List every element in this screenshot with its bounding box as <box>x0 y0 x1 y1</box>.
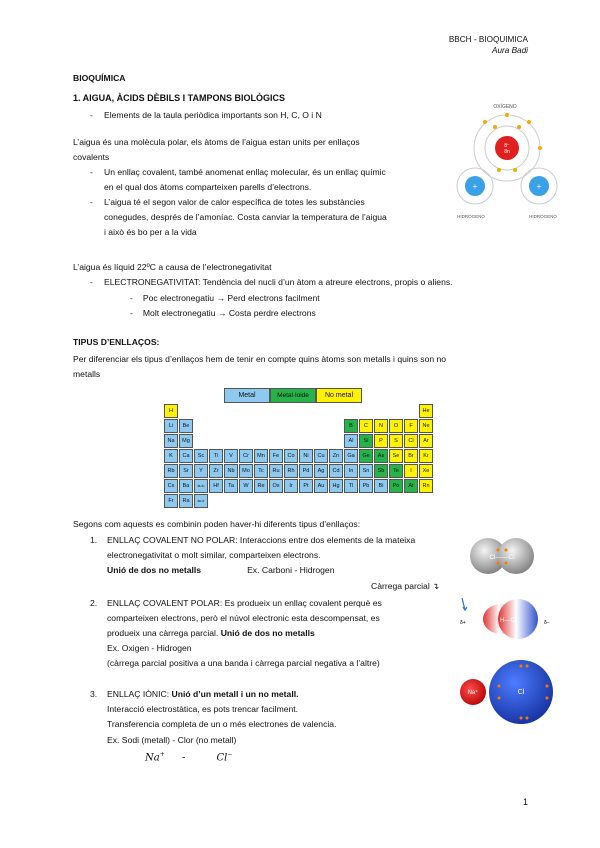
element-ge: Ge <box>359 449 373 463</box>
water-molecule-diagram <box>447 100 567 225</box>
svg-text:Cl: Cl <box>517 689 525 696</box>
ionic-molecule-illustration <box>455 656 555 728</box>
page-number: 1 <box>522 797 528 807</box>
element-ne: Ne <box>419 419 433 433</box>
list-item-cont: en el qual dos àtoms comparteixen parells d’electrons. <box>104 182 312 192</box>
element-n: N <box>374 419 388 433</box>
svg-text:Cl——Cl: Cl——Cl <box>489 554 515 561</box>
element-y: Y <box>194 464 208 478</box>
element-ti: Ti <box>209 449 223 463</box>
element-cl: Cl <box>404 434 418 448</box>
bond-line: Transferencia completa de un o més electrones de valencia. <box>107 719 337 729</box>
element-i: I <box>404 464 418 478</box>
hydrogen-right-label: HIDRÓGENO <box>529 214 557 219</box>
element-hg: Hg <box>329 479 343 493</box>
element-rb: Rb <box>164 464 178 478</box>
bond-line: (càrrega parcial positiva a una banda i càrrega parcial negativa a l’altre) <box>107 658 380 668</box>
element-h: H <box>164 404 178 418</box>
bond-line: Interacció electrostàtica, es pots trencar facilment. <box>107 704 299 714</box>
element-ag: Ag <box>314 464 328 478</box>
section2-heading: TIPUS D’ENLLAÇOS: <box>73 337 160 347</box>
list-item-cont: conegudes, després de l’amoníac. Costa canviar la temperatura de l’aigua <box>104 212 387 222</box>
element-ta: Ta <box>224 479 238 493</box>
sub-list-item: - Molt electronegatiu → Costa perdre electrons <box>130 308 316 318</box>
element-hf: Hf <box>209 479 223 493</box>
element-k: K <box>164 449 178 463</box>
svg-text:Na⁺: Na⁺ <box>467 690 479 696</box>
legend-nonmetal: No metal <box>316 388 362 403</box>
element-sr: Sr <box>179 464 193 478</box>
element-v: V <box>224 449 238 463</box>
element-s: S <box>389 434 403 448</box>
element-mo: Mo <box>239 464 253 478</box>
element-ba: Ba <box>179 479 193 493</box>
element-pd: Pd <box>299 464 313 478</box>
element-cd: Cd <box>329 464 343 478</box>
element-ni: Ni <box>299 449 313 463</box>
list-number: 2. <box>90 598 98 608</box>
element-ar: Ar <box>419 434 433 448</box>
element-in: In <box>344 464 358 478</box>
element-sb: Sb <box>374 464 388 478</box>
bond-line: Ex. Oxigen - Hidrogen <box>107 643 192 653</box>
element-ra: Ra <box>179 494 193 508</box>
element-w: W <box>239 479 253 493</box>
element-ga: Ga <box>344 449 358 463</box>
paragraph-line: L’aigua és una molècula polar, els àtoms de l’aigua estan units per enllaços <box>73 137 360 147</box>
page-header <box>449 34 528 56</box>
section1-heading: 1. AIGUA, ÀCIDS DÈBILS I TAMPONS BIOLÒGICS <box>73 93 286 103</box>
element-tc: Tc <box>254 464 268 478</box>
paragraph-line: L’aigua és líquid 22ºC a causa de l’electronegativitat <box>73 262 272 272</box>
element-c: C <box>359 419 373 433</box>
paragraph-line: Segons com aquests es combinin poden haver-hi diferents tipus d’enllaços: <box>73 519 361 529</box>
element-la-lu: la-lu <box>194 479 208 493</box>
paragraph-line: covalents <box>73 152 110 162</box>
element-au: Au <box>314 479 328 493</box>
hydrogen-left-label: HIDRÓGENO <box>457 214 485 219</box>
element-cr: Cr <box>239 449 253 463</box>
element-re: Re <box>254 479 268 493</box>
document-title: BIOQUÍMICA <box>73 73 126 83</box>
polar-molecule-illustration <box>456 594 556 644</box>
bond-line: Ex. Sodi (metall) - Clor (no metall) <box>107 735 237 745</box>
nonpolar-molecule-illustration <box>468 536 536 576</box>
element-zr: Zr <box>209 464 223 478</box>
element-mn: Mn <box>254 449 268 463</box>
element-cs: Cs <box>164 479 178 493</box>
element-os: Os <box>269 479 283 493</box>
course-title: BBCH - BIOQUIMICA <box>448 35 528 44</box>
element-ac-lr: ac-lr <box>194 494 208 508</box>
svg-text:+: + <box>536 182 542 191</box>
element-as: As <box>374 449 388 463</box>
paragraph-line: Per diferenciar els tipus d’enllaços hem de tenir en compte quins àtoms son metalls i quins son no <box>73 354 447 364</box>
element-pt: Pt <box>299 479 313 493</box>
element-si: Si <box>359 434 373 448</box>
element-cu: Cu <box>314 449 328 463</box>
element-tl: Tl <box>344 479 358 493</box>
element-ir: Ir <box>284 479 298 493</box>
legend-metal: Metal <box>224 388 270 403</box>
svg-text:δ+: δ+ <box>460 620 466 626</box>
svg-text:+: + <box>472 182 478 191</box>
author-name: Aura Badi <box>492 46 528 56</box>
partial-charge-note: Càrrega parcial ↴ <box>371 581 440 591</box>
element-o: O <box>389 419 403 433</box>
bond-line: comparteixen electrons, però el núvol electronic esta descompensat, es <box>107 613 380 623</box>
legend-metaloid: Metal·loide <box>270 388 316 403</box>
element-nb: Nb <box>224 464 238 478</box>
list-item: - Un enllaç covalent, també anomenat enllaç molecular, és un enllaç químic <box>90 167 386 177</box>
list-item: - Elements de la taula periòdica importants son H, C, O i N <box>90 110 322 120</box>
svg-text:8⁻: 8⁻ <box>504 143 510 149</box>
element-ca: Ca <box>179 449 193 463</box>
svg-text:8n: 8n <box>504 149 510 155</box>
element-te: Te <box>389 464 403 478</box>
element-fr: Fr <box>164 494 178 508</box>
oxygen-label: OXÍGENO <box>493 104 517 110</box>
element-f: F <box>404 419 418 433</box>
svg-text:H—Cl: H—Cl <box>500 618 516 624</box>
element-br: Br <box>404 449 418 463</box>
element-pb: Pb <box>359 479 373 493</box>
element-be: Be <box>179 419 193 433</box>
bond-line: ENLLAÇ IÒNIC: Unió d’un metall i un no metall. <box>107 689 299 699</box>
element-na: Na <box>164 434 178 448</box>
element-rn: Rn <box>419 479 433 493</box>
element-ru: Ru <box>269 464 283 478</box>
bond-line: electronegativitat o molt similar, comparteixen electrons. <box>107 550 321 560</box>
element-at: At <box>404 479 418 493</box>
element-sc: Sc <box>194 449 208 463</box>
element-sn: Sn <box>359 464 373 478</box>
ionic-formula: Na+ - Cl− <box>145 751 233 764</box>
element-po: Po <box>389 479 403 493</box>
element-co: Co <box>284 449 298 463</box>
element-fe: Fe <box>269 449 283 463</box>
element-b: B <box>344 419 358 433</box>
element-se: Se <box>389 449 403 463</box>
periodic-table <box>164 404 436 508</box>
element-xe: Xe <box>419 464 433 478</box>
paragraph-line: metalls <box>73 369 101 379</box>
list-number: 1. <box>90 535 98 545</box>
list-item: - L’aigua té el segon valor de calor específica de totes les substàncies <box>90 197 365 207</box>
bond-line: ENLLAÇ COVALENT NO POLAR: Interaccions entre dos elements de la mateixa <box>107 535 416 545</box>
element-he: He <box>419 404 433 418</box>
element-mg: Mg <box>179 434 193 448</box>
list-number: 3. <box>90 689 98 699</box>
bond-line: Unió de dos no metalls Ex. Carboni - Hidrogen <box>107 565 335 575</box>
element-li: Li <box>164 419 178 433</box>
list-item-cont: i això és bo per a la vida <box>104 227 197 237</box>
sub-list-item: - Poc electronegatiu → Perd electrons facilment <box>130 293 320 303</box>
element-zn: Zn <box>329 449 343 463</box>
svg-text:δ−: δ− <box>544 620 550 626</box>
element-kr: Kr <box>419 449 433 463</box>
bond-line: produeix una càrrega parcial. Unió de dos no metalls <box>107 628 315 638</box>
bond-line: ENLLAÇ COVALENT POLAR: Es produeix un enllaç covalent perquè es <box>107 598 382 608</box>
element-bi: Bi <box>374 479 388 493</box>
element-rh: Rh <box>284 464 298 478</box>
element-al: Al <box>344 434 358 448</box>
list-item: - ELECTRONEGATIVITAT: Tendència del nucli d’un àtom a atreure electrons, propis o aliens. <box>90 277 453 287</box>
element-p: P <box>374 434 388 448</box>
